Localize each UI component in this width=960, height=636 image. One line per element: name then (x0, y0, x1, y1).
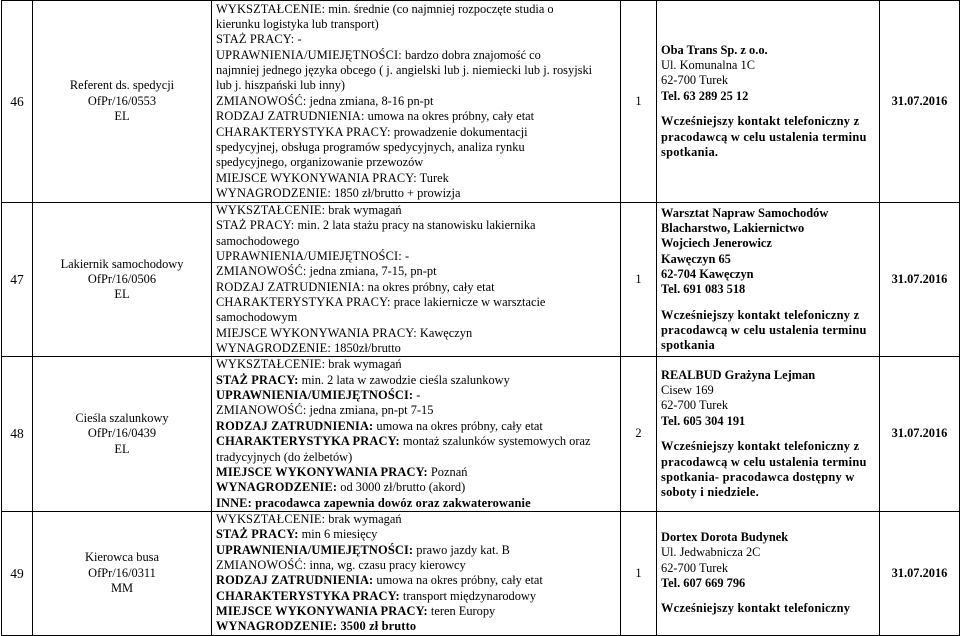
requirement-line (216, 32, 617, 47)
requirement-line (216, 94, 617, 109)
requirement-line (216, 558, 617, 573)
requirement-value: jedna zmiana, pn-pt 7-15 (306, 403, 434, 418)
employer-contact-note: Wcześniejszy kontakt telefoniczny z (661, 439, 860, 454)
requirement-label: UPRAWNIENIA/UMIEJĘTNOŚCI: (216, 249, 402, 264)
employer-cell (657, 203, 880, 357)
requirement-line (216, 543, 617, 558)
requirement-value: Poznań (427, 464, 468, 479)
offer-code: OfPr/16/0311 (88, 565, 156, 580)
requirement-label: STAŻ PRACY: (216, 218, 295, 233)
requirement-line (216, 48, 617, 63)
requirement-line (216, 480, 617, 495)
requirement-value: umowa na okres próbny, cały etat (364, 109, 535, 124)
employer-contact-note: pracodawcą w celu ustalenia terminu (661, 129, 867, 144)
job-offers-table (1, 0, 960, 636)
requirement-label: RODZAJ ZATRUDNIENIA: (216, 418, 374, 433)
row-number: 46 (2, 1, 33, 203)
requirement-line (216, 218, 617, 233)
table-row (2, 511, 960, 635)
requirement-label: WYNAGRODZENIE: (216, 185, 331, 200)
requirement-value: umowa na okres próbny, cały etat (373, 573, 543, 588)
employer-contact-note: spotkania (661, 338, 715, 353)
employer-phone: Tel. 605 304 191 (661, 413, 746, 428)
requirement-line (216, 155, 617, 170)
requirement-value: 1850zł/brutto (330, 341, 401, 356)
employer-spacer (661, 591, 876, 601)
requirement-line (216, 249, 617, 264)
requirement-line (216, 2, 617, 17)
employer-name: Tel. 691 083 518 (661, 282, 746, 297)
employer-contact-note: Wcześniejszy kontakt telefoniczny (661, 601, 851, 616)
requirement-label: RODZAJ ZATRUDNIENIA: (216, 109, 365, 124)
requirement-value: spedycyjnej, obsługa programów spedycyjnych, analiza rynku (216, 139, 525, 154)
requirement-line (216, 326, 617, 341)
offer-valid-date: 31.07.2016 (880, 1, 960, 203)
requirement-line (216, 512, 617, 527)
requirement-line (216, 527, 617, 542)
offer-code: OfPr/16/0553 (87, 93, 157, 108)
requirement-line (216, 403, 617, 418)
employer-contact-note: spotkania. (661, 144, 719, 159)
employer-address: 62-700 Turek (661, 398, 729, 413)
row-number: 47 (2, 203, 33, 357)
staff-initials: EL (114, 287, 130, 302)
requirement-line (216, 140, 617, 155)
requirement-line (216, 357, 617, 372)
requirements-cell (212, 1, 621, 203)
requirement-value: - (294, 32, 302, 47)
offer-code: OfPr/16/0439 (87, 426, 157, 441)
employer-spacer (661, 429, 876, 439)
requirements-cell (212, 357, 621, 511)
requirement-label: WYNAGRODZENIE: (216, 480, 338, 495)
requirement-value: kierunku logistyka lub transport) (216, 17, 379, 32)
offer-valid-date: 31.07.2016 (880, 511, 960, 635)
requirement-value: prowadzenie dokumentacji (390, 124, 528, 139)
position-title: Kierowca busa (85, 550, 159, 565)
requirement-label: ZMIANOWOŚĆ: (216, 264, 307, 279)
employer-cell (657, 357, 880, 511)
requirement-value: od 3000 zł/brutto (akord) (337, 480, 466, 495)
requirement-label: STAŻ PRACY: (216, 372, 299, 387)
requirement-value: umowa na okres próbny, cały etat (373, 418, 543, 433)
employer-address: Cisew 169 (661, 383, 714, 398)
table-row (2, 1, 960, 203)
positions-count: 1 (621, 203, 657, 357)
requirement-value: inna, wg. czasu pracy kierowcy (306, 558, 466, 573)
requirement-line (216, 373, 617, 388)
requirement-value: jedna zmiana, 7-15, pn-pt (306, 264, 437, 279)
requirement-label: RODZAJ ZATRUDNIENIA: (216, 279, 365, 294)
requirement-label: WYKSZTAŁCENIE: (216, 1, 326, 16)
employer-name: 62-704 Kawęczyn (661, 267, 754, 282)
employer-spacer (661, 104, 876, 114)
requirement-line (216, 619, 617, 634)
requirement-value: min 6 miesięcy (298, 527, 378, 542)
requirement-line (216, 465, 617, 480)
requirement-value: - (413, 388, 421, 403)
requirement-label: ZMIANOWOŚĆ: (216, 403, 307, 418)
requirement-line (216, 604, 617, 619)
requirement-value: teren Europy (427, 604, 496, 619)
requirement-label: MIEJSCE WYKONYWANIA PRACY: (216, 170, 417, 185)
requirement-value: brak wymagań (325, 357, 402, 372)
employer-contact-note: Wcześniejszy kontakt telefoniczny z (661, 307, 860, 322)
requirement-value: 1850 zł/brutto + prowizja (330, 185, 461, 200)
staff-initials: EL (114, 109, 130, 124)
requirement-label: CHARAKTERYSTYKA PRACY: (216, 434, 400, 449)
offer-valid-date: 31.07.2016 (880, 357, 960, 511)
requirement-label: UPRAWNIENIA/UMIEJĘTNOŚCI: (216, 388, 414, 403)
requirement-label: ZMIANOWOŚĆ: (216, 93, 307, 108)
requirements-cell (212, 511, 621, 635)
employer-contact-note: spotkania- pracodawca dostępny w (661, 469, 855, 484)
requirement-value: spedycyjnego, organizowanie przewozów (216, 155, 424, 170)
requirement-line (216, 171, 617, 186)
positions-count: 2 (621, 357, 657, 511)
offer-valid-date: 31.07.2016 (880, 203, 960, 357)
requirement-value: bardzo dobra znajomość co (401, 47, 541, 62)
requirement-line (216, 186, 617, 201)
table-row (2, 203, 960, 357)
employer-name: Kawęczyn 65 (661, 251, 731, 266)
requirement-label: WYKSZTAŁCENIE: (216, 357, 326, 372)
employer-name: Blacharstwo, Lakiernictwo (661, 221, 805, 236)
row-number: 49 (2, 511, 33, 635)
requirement-value: Turek (416, 170, 449, 185)
requirement-label: WYKSZTAŁCENIE: (216, 512, 326, 526)
requirement-line (216, 203, 617, 218)
requirement-label: UPRAWNIENIA/UMIEJĘTNOŚCI: (216, 542, 414, 557)
requirement-value: lub j. hiszpański lub inny) (216, 78, 346, 93)
requirement-label: CHARAKTERYSTYKA PRACY: (216, 124, 391, 139)
requirement-line (216, 450, 617, 465)
requirement-label: INNE: pracodawca zapewnia dowóz oraz zakwaterowanie (216, 495, 531, 510)
employer-cell (657, 1, 880, 203)
requirement-label: CHARAKTERYSTYKA PRACY: (216, 295, 391, 310)
requirement-label: UPRAWNIENIA/UMIEJĘTNOŚCI: (216, 47, 402, 62)
employer-address: 62-700 Turek (661, 560, 729, 575)
position-cell (33, 203, 212, 357)
positions-count: 1 (621, 1, 657, 203)
requirement-line (216, 234, 617, 249)
employer-phone: Tel. 63 289 25 12 (661, 88, 749, 103)
requirement-value: min. średnie (co najmniej rozpoczęte studia o (325, 1, 554, 16)
requirements-cell (212, 203, 621, 357)
requirement-value: - (401, 249, 410, 264)
requirement-line (216, 310, 617, 325)
position-title: Referent ds. spedycji (69, 78, 175, 93)
requirement-label: STAŻ PRACY: (216, 527, 299, 542)
requirement-line (216, 264, 617, 279)
employer-name: Warsztat Napraw Samochodów (661, 205, 829, 220)
requirement-value: brak wymagań (325, 512, 402, 526)
requirement-label: STAŻ PRACY: (216, 32, 295, 47)
requirement-value: min. 2 lata stażu pracy na stanowisku lakiernika (294, 218, 536, 233)
employer-phone: Tel. 607 669 796 (661, 576, 746, 591)
employer-cell (657, 511, 880, 635)
requirement-label: RODZAJ ZATRUDNIENIA: (216, 573, 374, 588)
employer-address: Ul. Komunalna 1C (661, 58, 755, 73)
employer-contact-note: soboty i niedziele. (661, 485, 760, 500)
employer-contact-note: pracodawcą w celu ustalenia terminu (661, 454, 867, 469)
requirement-value: jedna zmiana, 8-16 pn-pt (306, 93, 434, 108)
requirement-label: WYNAGRODZENIE: 3500 zł brutto (216, 619, 417, 634)
requirement-label: MIEJSCE WYKONYWANIA PRACY: (216, 325, 417, 340)
employer-contact-note: pracodawcą w celu ustalenia terminu (661, 323, 867, 338)
requirement-line (216, 341, 617, 356)
employer-name: Dortex Dorota Budynek (661, 530, 789, 545)
requirement-label: ZMIANOWOŚĆ: (216, 558, 307, 573)
requirement-label: MIEJSCE WYKONYWANIA PRACY: (216, 464, 428, 479)
requirement-value: prace lakiernicze w warsztacie (390, 295, 546, 310)
employer-name: Wojciech Jenerowicz (661, 236, 772, 251)
requirement-value: brak wymagań (325, 203, 402, 217)
requirement-line (216, 280, 617, 295)
table-row (2, 357, 960, 511)
position-title: Lakiernik samochodowy (60, 256, 184, 271)
requirement-value: montaż szalunków systemowych oraz (399, 434, 591, 449)
requirement-value: najmniej jednego języka obcego ( j. angielski lub j. niemiecki lub j. rosyjski (216, 63, 593, 78)
requirement-value: transport międzynarodowy (399, 588, 537, 603)
requirement-line (216, 388, 617, 403)
staff-initials: EL (114, 441, 130, 456)
employer-name: Oba Trans Sp. z o.o. (661, 42, 768, 57)
requirement-label: WYNAGRODZENIE: (216, 341, 331, 356)
requirement-value: samochodowego (216, 233, 300, 248)
requirement-label: MIEJSCE WYKONYWANIA PRACY: (216, 604, 428, 619)
positions-count: 1 (621, 511, 657, 635)
requirement-line (216, 419, 617, 434)
employer-address: Ul. Jedwabnicza 2C (661, 545, 761, 560)
requirement-line (216, 17, 617, 32)
requirement-line (216, 125, 617, 140)
requirement-line (216, 78, 617, 93)
position-cell (33, 511, 212, 635)
offer-code: OfPr/16/0506 (87, 272, 157, 287)
requirement-value: tradycyjnych (do żelbetów) (216, 449, 353, 464)
position-cell (33, 357, 212, 511)
requirement-line (216, 573, 617, 588)
staff-initials: MM (110, 581, 134, 596)
employer-address: 62-700 Turek (661, 73, 729, 88)
requirement-value: prawo jazdy kat. B (413, 542, 510, 557)
requirement-line (216, 295, 617, 310)
requirement-value: min. 2 lata w zawodzie cieśla szalunkowy (298, 372, 510, 387)
requirement-value: Kawęczyn (416, 325, 473, 340)
requirement-label: WYKSZTAŁCENIE: (216, 203, 326, 217)
requirement-value: na okres próbny, cały etat (364, 279, 495, 294)
position-cell (33, 1, 212, 203)
requirement-value: samochodowym (216, 310, 298, 325)
employer-name: REALBUD Grażyna Lejman (661, 367, 816, 382)
requirement-line (216, 63, 617, 78)
employer-contact-note: Wcześniejszy kontakt telefoniczny z (661, 114, 860, 129)
requirement-label: CHARAKTERYSTYKA PRACY: (216, 588, 400, 603)
employer-spacer (661, 298, 876, 308)
requirement-line (216, 589, 617, 604)
requirement-line (216, 496, 617, 511)
position-title: Cieśla szalunkowy (75, 411, 169, 426)
requirement-line (216, 109, 617, 124)
row-number: 48 (2, 357, 33, 511)
requirement-line (216, 434, 617, 449)
